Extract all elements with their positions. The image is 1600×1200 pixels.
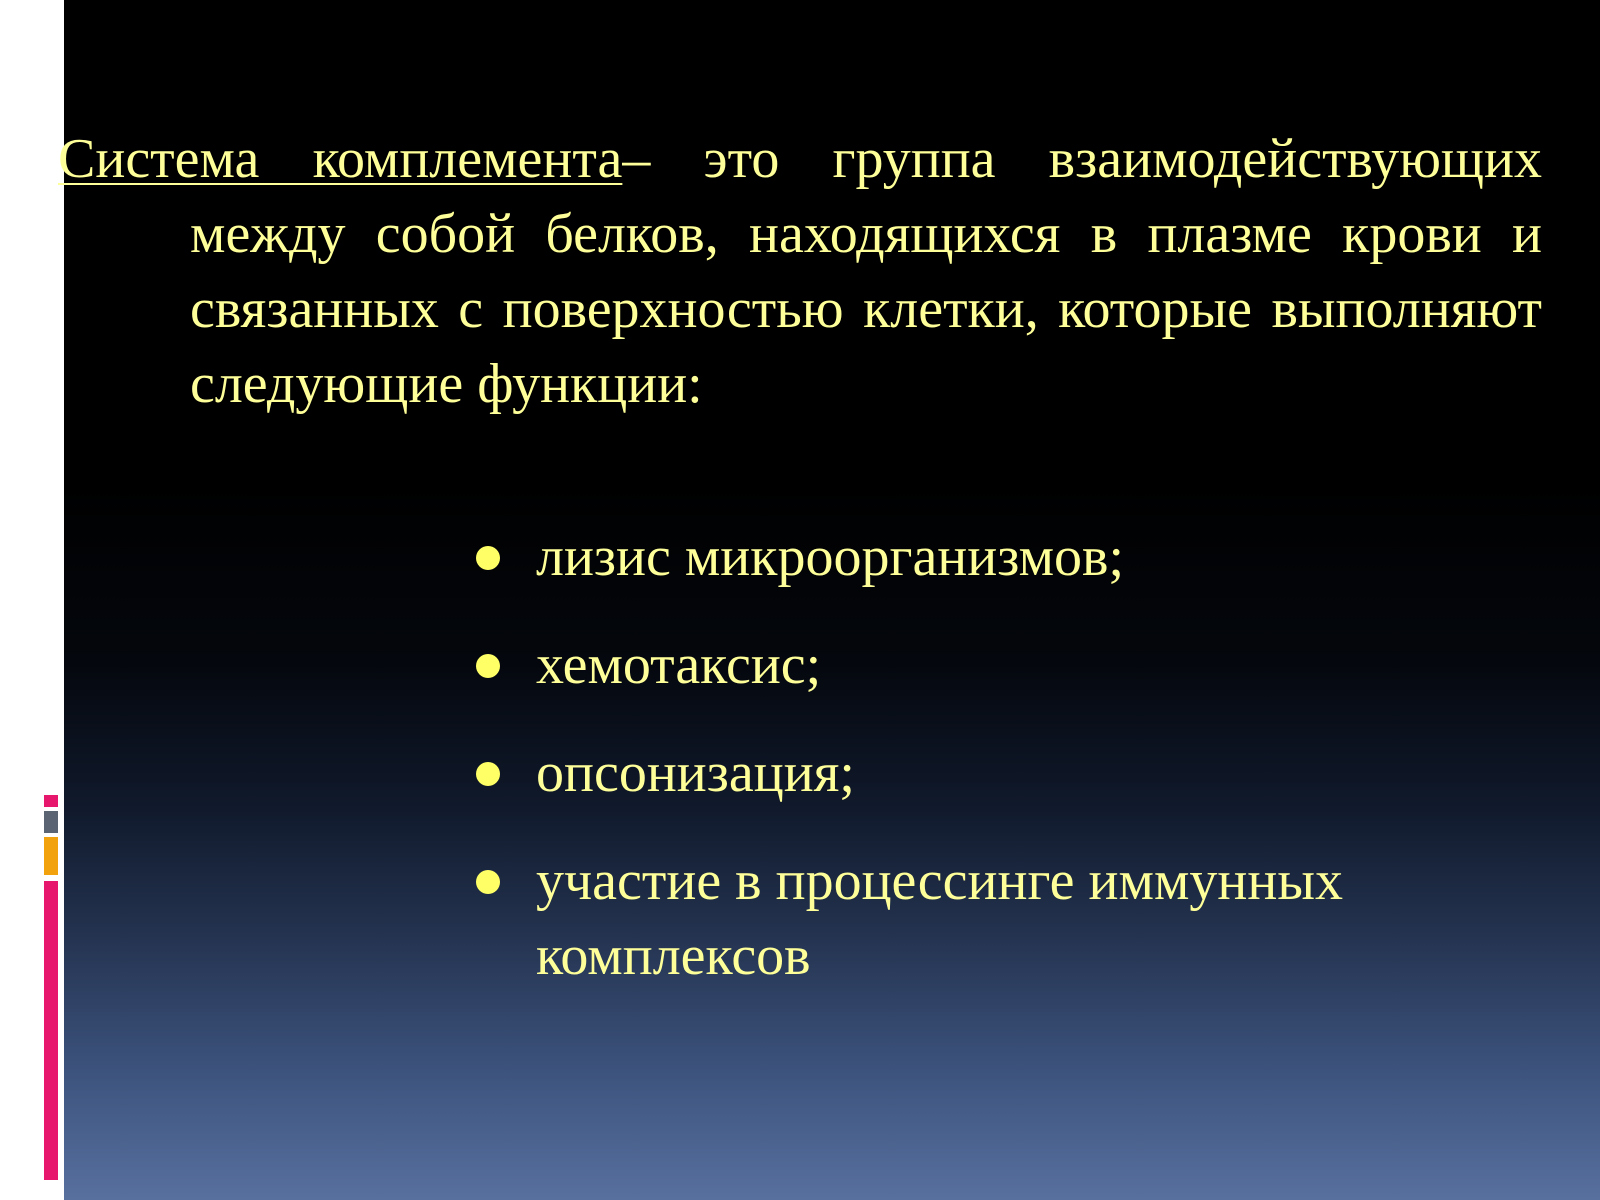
list-item-text: опсонизация; [536,742,855,804]
definition-text: – это группа взаимодействующих между собой белков, находящихся в плазме крови и связанных с поверхностью клетки, которые выполняют следующие функции: [190,128,1542,415]
defined-term: Система комплемента [58,128,623,190]
list-item [476,628,1536,703]
list-item-text: хемотаксис; [536,634,822,696]
accent-segment [44,837,58,875]
accent-segment [44,811,58,833]
accent-segment [44,881,58,1180]
list-item [476,736,1536,811]
list-item [476,844,1536,994]
bullet-dot-icon [476,654,500,678]
accent-bar [44,795,58,1180]
definition-paragraph [58,122,1542,422]
list-item [476,520,1536,595]
list-item-text: участие в процессинге иммунных комплексов [536,850,1343,987]
bullet-dot-icon [476,546,500,570]
bullet-dot-icon [476,870,500,894]
bullet-dot-icon [476,762,500,786]
list-item-text: лизис микроорганизмов; [536,526,1124,588]
functions-list [476,520,1536,1027]
accent-segment [44,795,58,807]
